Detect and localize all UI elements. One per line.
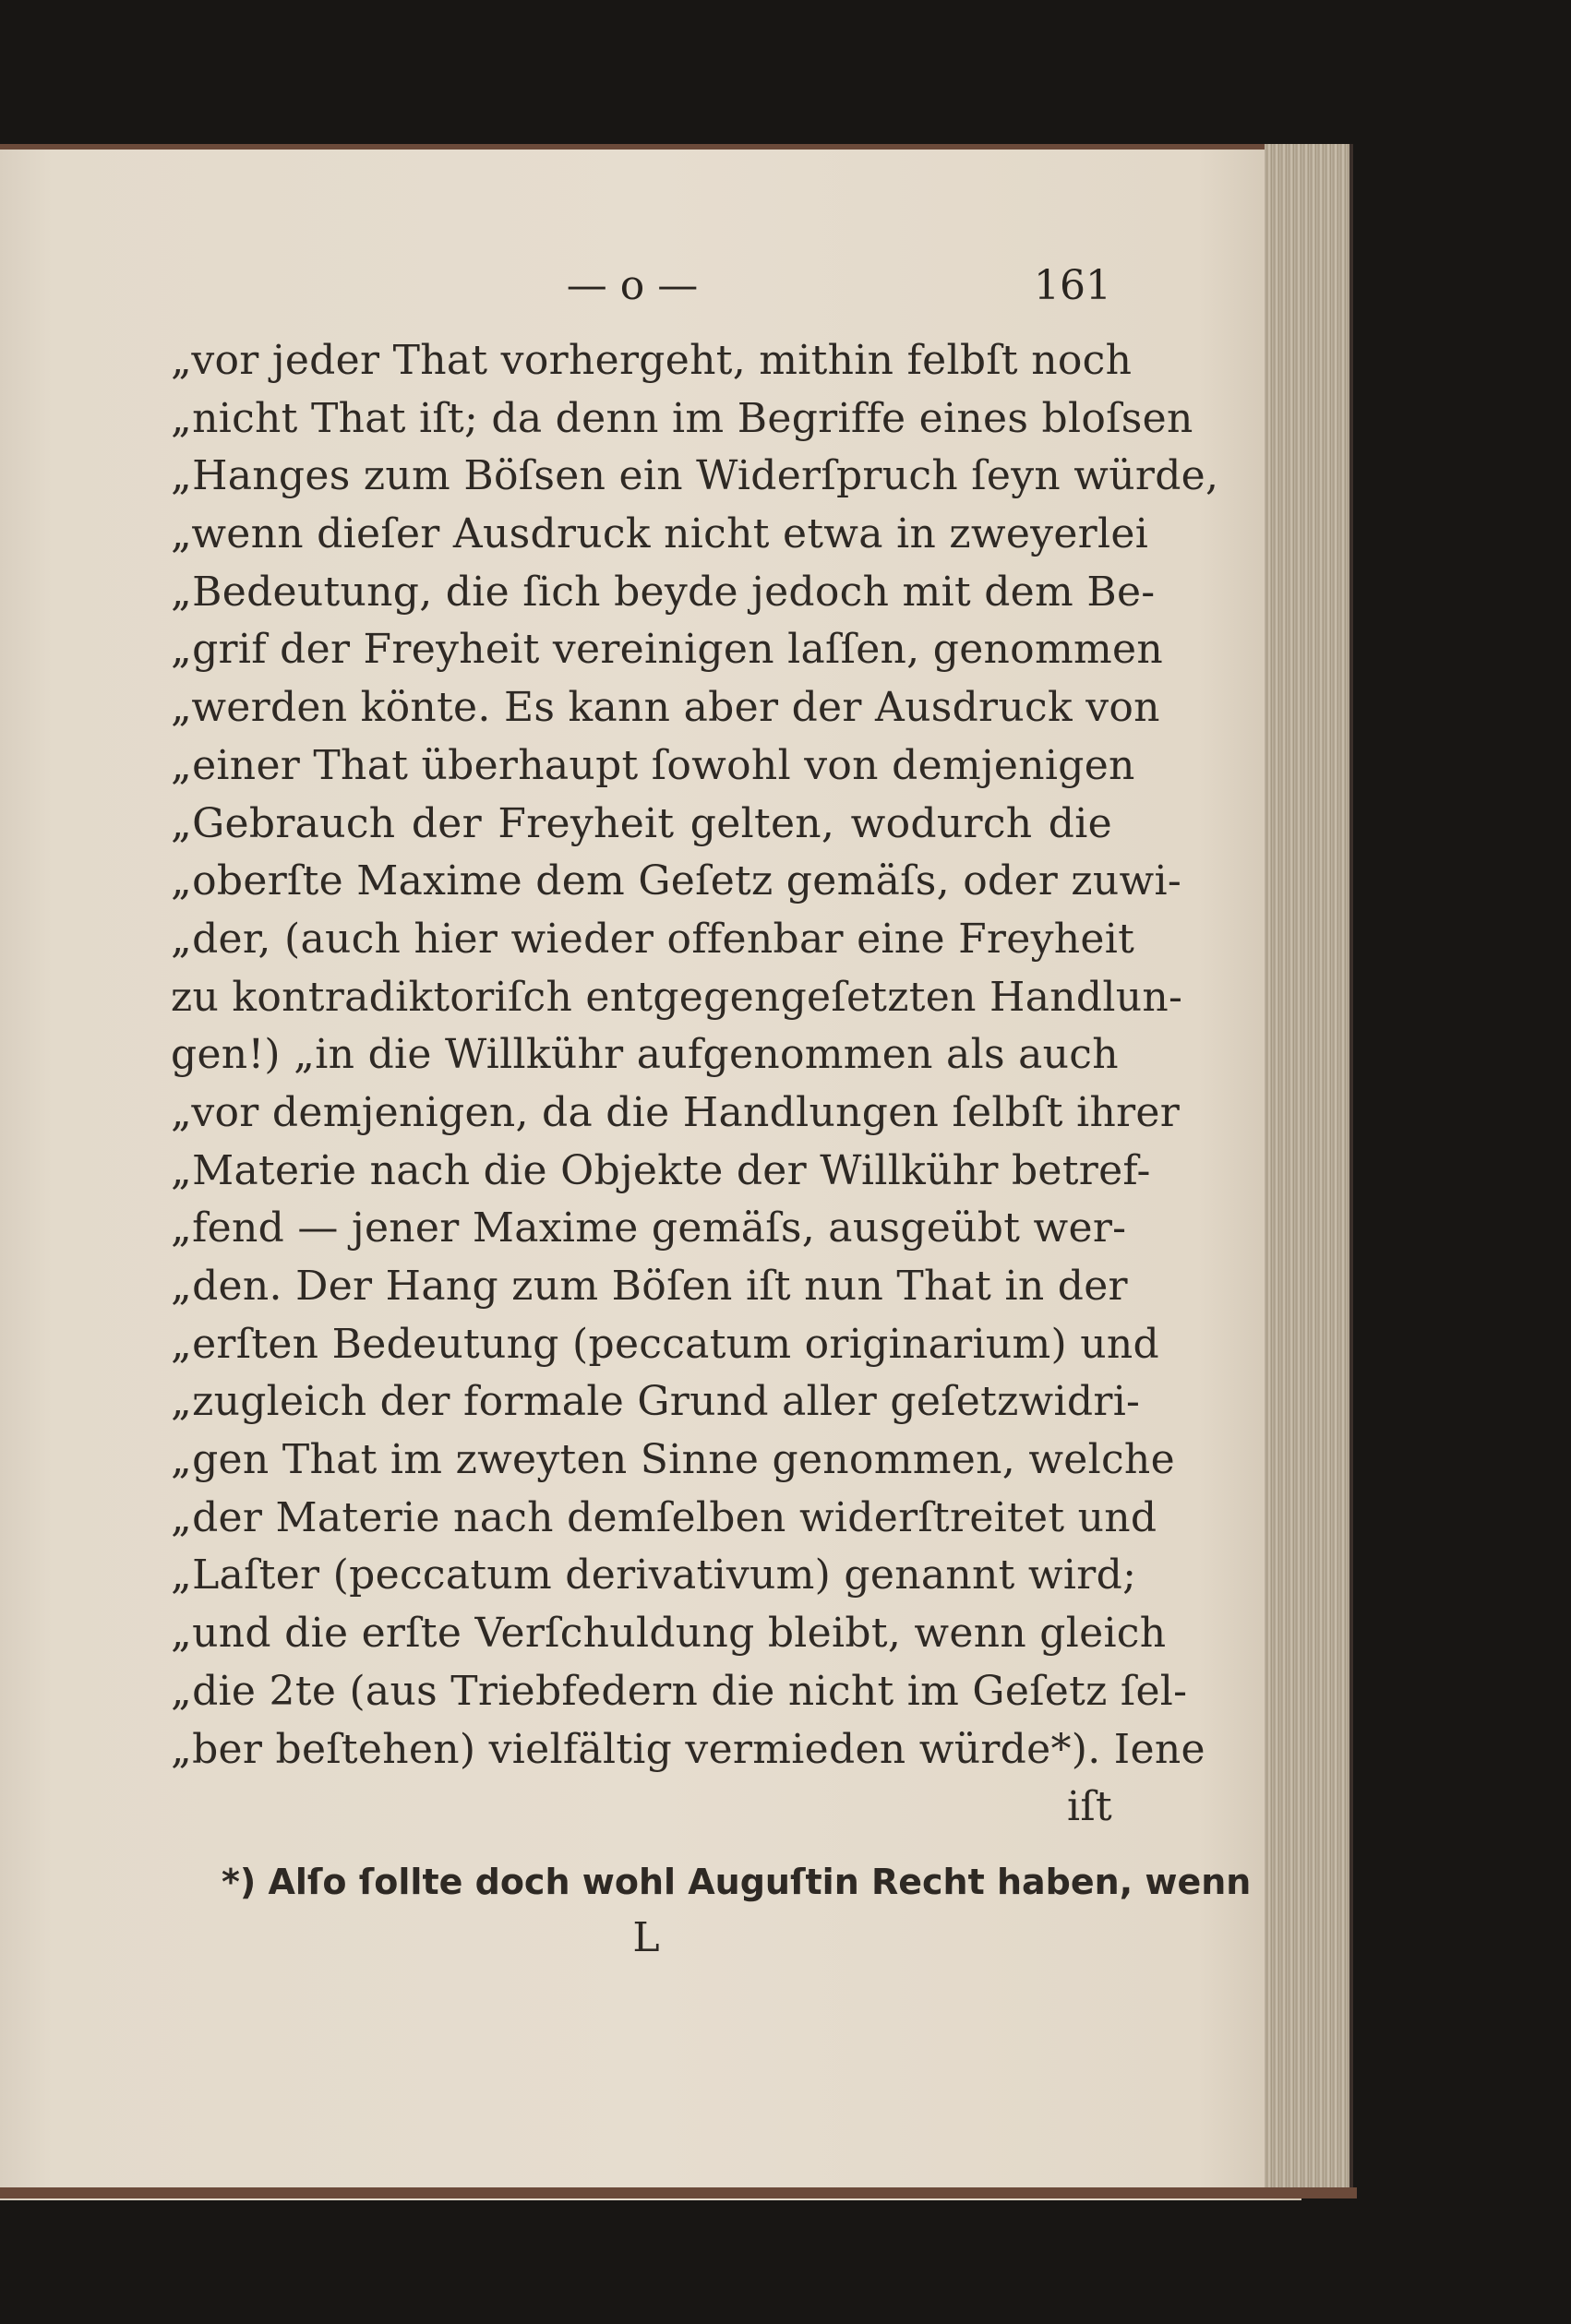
- body-text: [171, 332, 1219, 1837]
- text-line: „zugleich der formale Grund aller geſetzwidri-: [171, 1378, 1141, 1426]
- text-line: „den. Der Hang zum Böſen iſt nun That in der: [171, 1263, 1128, 1310]
- header-ornament: [517, 258, 748, 314]
- text-line: „oberſte Maxime dem Geſetz gemäſs, oder zuwi-: [171, 857, 1182, 905]
- text-line: gen!) „in die Willkühr aufgenommen als auch: [171, 1031, 1119, 1079]
- text-line: „Materie nach die Objekte der Willkühr betref-: [171, 1146, 1151, 1194]
- text-line: „die 2te (aus Triebfedern die nicht im Geſetz ſel-: [171, 1667, 1188, 1715]
- text-line: „gen That im zweyten Sinne genommen, welche: [171, 1436, 1175, 1484]
- signature-mark: L: [632, 1914, 660, 1961]
- text-line: „erſten Bedeutung (peccatum originarium) und: [171, 1320, 1160, 1368]
- running-header: [517, 258, 1111, 314]
- text-line: „fend — jener Maxime gemäſs, ausgeübt wer-: [171, 1204, 1127, 1252]
- text-line: „nicht That iſt; da denn im Begriffe eines bloſsen: [171, 394, 1193, 442]
- text-line: „grif der Freyheit vereinigen laſſen, genommen: [171, 626, 1163, 674]
- text-line: zu kontradiktoriſch entgegengeſetzten Handlun-: [171, 973, 1183, 1021]
- text-line: „vor demjenigen, da die Handlungen ſelbſt ihrer: [171, 1088, 1181, 1136]
- page-stack-edge: [1265, 144, 1353, 2191]
- text-line: „wenn dieſer Ausdruck nicht etwa in zweyerlei: [171, 510, 1149, 558]
- text-line: „werden könte. Es kann aber der Ausdruck von: [171, 684, 1160, 732]
- text-line: „Hanges zum Böſsen ein Widerſpruch ſeyn würde,: [171, 452, 1219, 500]
- page-bottom-edge: [0, 2187, 1357, 2198]
- text-line: „und die erſte Verſchuldung bleibt, wenn gleich: [171, 1610, 1167, 1658]
- text-line: „der Materie nach demſelben widerſtreitet und: [171, 1493, 1157, 1541]
- text-line: „ber beſtehen) vielfältig vermieden würde*). Iene: [171, 1725, 1205, 1773]
- text-line: „Gebrauch der Freyheit gelten, wodurch die: [171, 799, 1112, 847]
- text-line: „der, (auch hier wieder offenbar eine Freyheit: [171, 915, 1135, 963]
- text-line: „Bedeutung, die ſich beyde jedoch mit dem Be-: [171, 568, 1156, 616]
- text-line: „vor jeder That vorhergeht, mithin felbſt noch: [171, 337, 1133, 384]
- header-ornament-text: — o —: [566, 262, 699, 309]
- text-line: „einer That überhaupt ſowohl von demjenigen: [171, 741, 1135, 789]
- text-line: „Laſter (peccatum derivativum) genannt wird;: [171, 1551, 1137, 1599]
- footnote: *) Alſo ſollte doch wohl Auguſtin Recht haben, wenn: [222, 1862, 1252, 1902]
- catchword-line: iſt: [1067, 1783, 1112, 1831]
- page-number: 161: [1034, 262, 1111, 309]
